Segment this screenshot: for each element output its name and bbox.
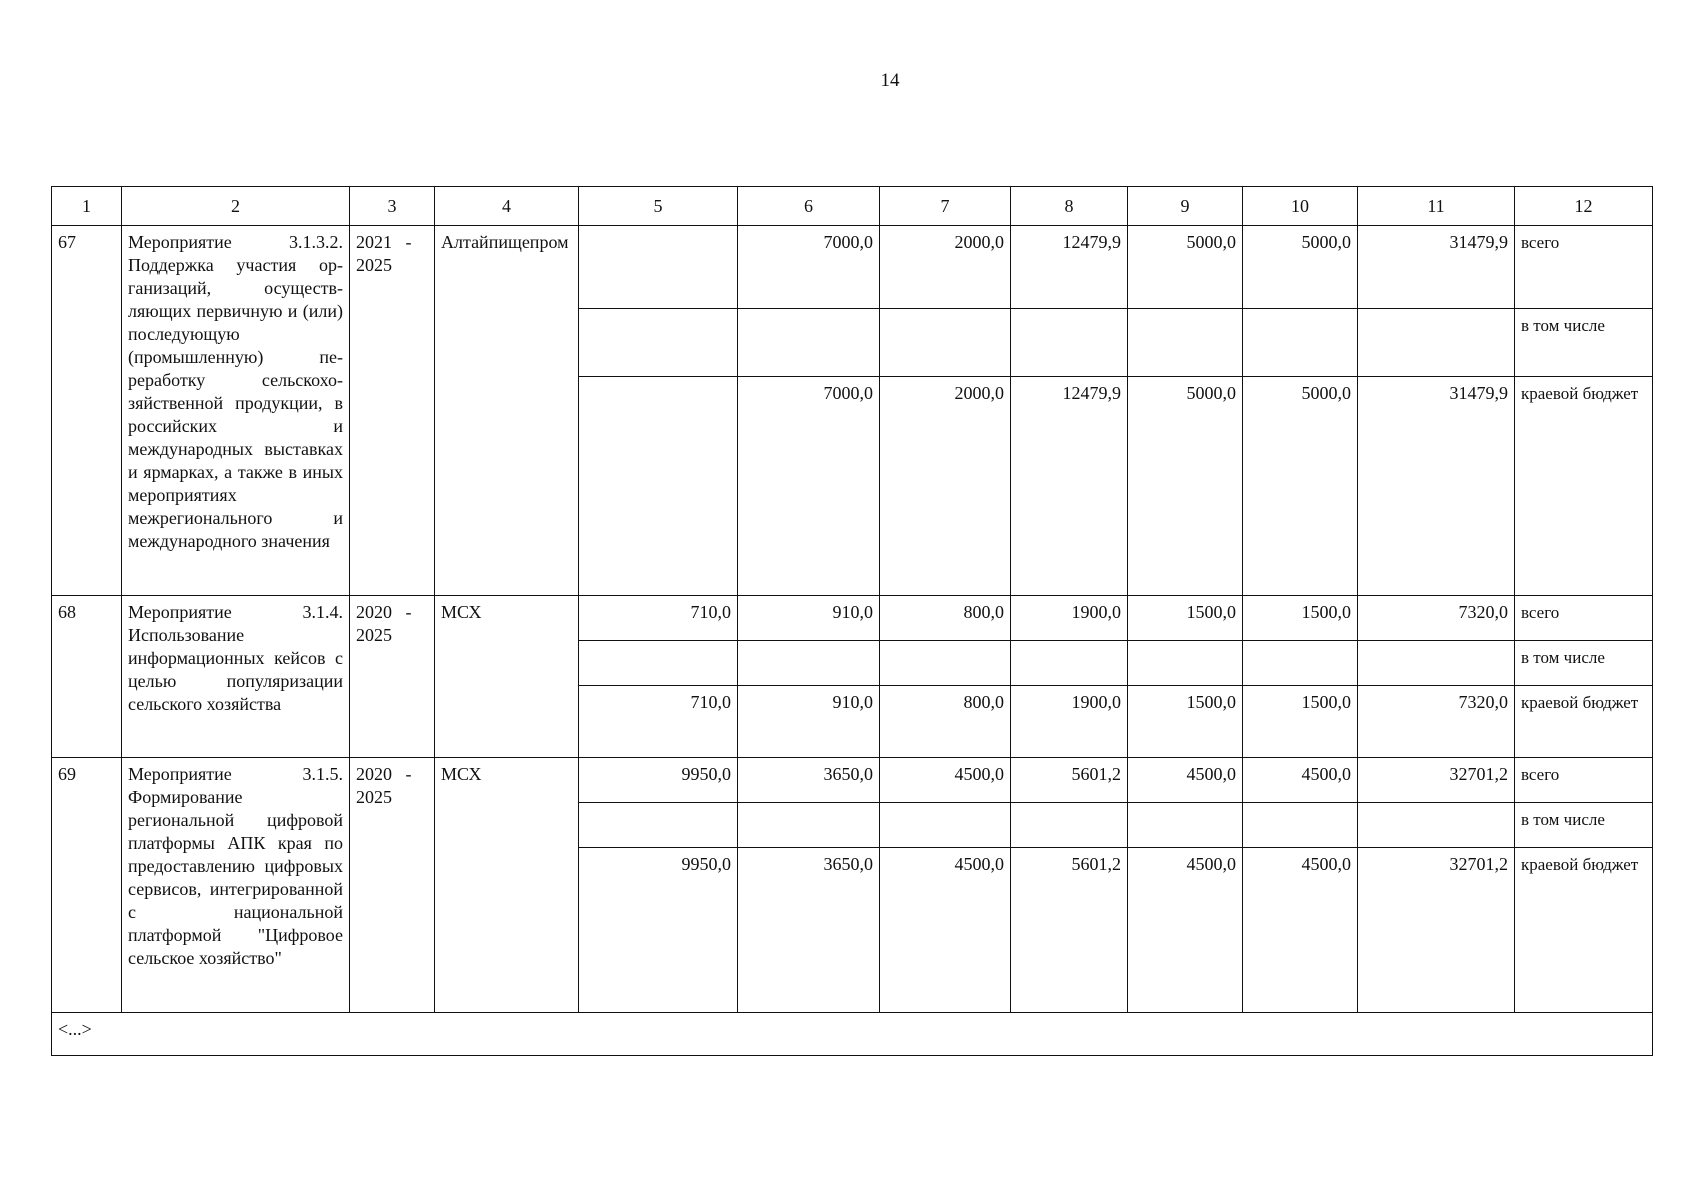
- years: 2021 - 2025: [350, 226, 435, 596]
- value-cell: [1128, 641, 1243, 686]
- value-cell: 1900,0: [1011, 596, 1128, 641]
- row-number: 67: [52, 226, 122, 596]
- col-header: 11: [1358, 187, 1515, 226]
- value-cell: 4500,0: [880, 848, 1011, 1013]
- funding-source: всего: [1515, 596, 1653, 641]
- value-cell: 5000,0: [1243, 377, 1358, 596]
- value-cell: 4500,0: [1243, 758, 1358, 803]
- value-cell: [880, 803, 1011, 848]
- col-header: 4: [435, 187, 579, 226]
- table-row: [52, 758, 1653, 803]
- value-cell: 4500,0: [1128, 848, 1243, 1013]
- col-header: 9: [1128, 187, 1243, 226]
- value-cell: [1011, 641, 1128, 686]
- col-header: 2: [122, 187, 350, 226]
- value-cell: 2000,0: [880, 377, 1011, 596]
- omission-marker: <...>: [52, 1013, 1653, 1056]
- funding-source: всего: [1515, 226, 1653, 309]
- value-cell: [1011, 309, 1128, 377]
- value-cell: 7000,0: [738, 226, 880, 309]
- value-cell: 7320,0: [1358, 596, 1515, 641]
- page-number: 14: [880, 70, 900, 91]
- col-header: 1: [52, 187, 122, 226]
- value-cell: 4500,0: [1243, 848, 1358, 1013]
- measure-name: Мероприятие 3.1.3.2. Поддержка участия организаций, осуществляющих первичную и (или) последующую (промышленную) переработку сельскохозяйственной продукции, в российских и международных выставках и ярмарках, а также в иных мероприятиях межрегионального и международного значения: [122, 226, 350, 596]
- value-cell: [1243, 803, 1358, 848]
- value-cell: [1358, 309, 1515, 377]
- value-cell: 1500,0: [1128, 686, 1243, 758]
- years: 2020 - 2025: [350, 596, 435, 758]
- col-header: 10: [1243, 187, 1358, 226]
- value-cell: 1500,0: [1128, 596, 1243, 641]
- value-cell: 32701,2: [1358, 758, 1515, 803]
- value-cell: [1358, 803, 1515, 848]
- row-number: 69: [52, 758, 122, 1013]
- col-header: 7: [880, 187, 1011, 226]
- value-cell: [738, 803, 880, 848]
- value-cell: 9950,0: [579, 758, 738, 803]
- value-cell: [579, 803, 738, 848]
- funding-source: в том числе: [1515, 641, 1653, 686]
- executor: МСХ: [435, 596, 579, 758]
- value-cell: [579, 309, 738, 377]
- funding-source: в том числе: [1515, 803, 1653, 848]
- table-row: [52, 596, 1653, 641]
- value-cell: 2000,0: [880, 226, 1011, 309]
- measure-name: Мероприятие 3.1.4. Использование информационных кейсов с целью популяризации сельского хозяйства: [122, 596, 350, 758]
- value-cell: 910,0: [738, 686, 880, 758]
- value-cell: [880, 309, 1011, 377]
- budget-table: [51, 186, 1653, 1056]
- value-cell: [1128, 309, 1243, 377]
- value-cell: [738, 641, 880, 686]
- value-cell: [1011, 803, 1128, 848]
- value-cell: 800,0: [880, 596, 1011, 641]
- value-cell: 1900,0: [1011, 686, 1128, 758]
- value-cell: 5000,0: [1128, 377, 1243, 596]
- header-row: [52, 187, 1653, 226]
- value-cell: [738, 309, 880, 377]
- value-cell: 5601,2: [1011, 758, 1128, 803]
- value-cell: 7000,0: [738, 377, 880, 596]
- value-cell: 7320,0: [1358, 686, 1515, 758]
- value-cell: [579, 641, 738, 686]
- col-header: 12: [1515, 187, 1653, 226]
- measure-name: Мероприятие 3.1.5. Формирование региональной цифровой платформы АПК края по предоставлению цифровых сервисов, интегрированной с национальной платформой "Цифровое сельское хозяйство": [122, 758, 350, 1013]
- value-cell: [1358, 641, 1515, 686]
- value-cell: 910,0: [738, 596, 880, 641]
- value-cell: 5601,2: [1011, 848, 1128, 1013]
- value-cell: 12479,9: [1011, 226, 1128, 309]
- value-cell: 31479,9: [1358, 226, 1515, 309]
- value-cell: 3650,0: [738, 758, 880, 803]
- table-row: [52, 226, 1653, 309]
- executor: МСХ: [435, 758, 579, 1013]
- value-cell: 710,0: [579, 596, 738, 641]
- value-cell: 4500,0: [1128, 758, 1243, 803]
- funding-source: краевой бюджет: [1515, 848, 1653, 1013]
- value-cell: 1500,0: [1243, 686, 1358, 758]
- value-cell: 5000,0: [1128, 226, 1243, 309]
- col-header: 8: [1011, 187, 1128, 226]
- value-cell: 5000,0: [1243, 226, 1358, 309]
- funding-source: всего: [1515, 758, 1653, 803]
- col-header: 6: [738, 187, 880, 226]
- executor: Алтайпищепром: [435, 226, 579, 596]
- row-number: 68: [52, 596, 122, 758]
- value-cell: 9950,0: [579, 848, 738, 1013]
- value-cell: 32701,2: [1358, 848, 1515, 1013]
- value-cell: [579, 226, 738, 309]
- value-cell: [1128, 803, 1243, 848]
- value-cell: [579, 377, 738, 596]
- years: 2020 - 2025: [350, 758, 435, 1013]
- ellipsis-row: [52, 1013, 1653, 1056]
- funding-source: в том числе: [1515, 309, 1653, 377]
- value-cell: [1243, 641, 1358, 686]
- value-cell: 4500,0: [880, 758, 1011, 803]
- funding-source: краевой бюджет: [1515, 686, 1653, 758]
- col-header: 3: [350, 187, 435, 226]
- value-cell: 12479,9: [1011, 377, 1128, 596]
- col-header: 5: [579, 187, 738, 226]
- value-cell: 3650,0: [738, 848, 880, 1013]
- value-cell: 1500,0: [1243, 596, 1358, 641]
- value-cell: 710,0: [579, 686, 738, 758]
- value-cell: [1243, 309, 1358, 377]
- funding-source: краевой бюджет: [1515, 377, 1653, 596]
- value-cell: 800,0: [880, 686, 1011, 758]
- value-cell: 31479,9: [1358, 377, 1515, 596]
- value-cell: [880, 641, 1011, 686]
